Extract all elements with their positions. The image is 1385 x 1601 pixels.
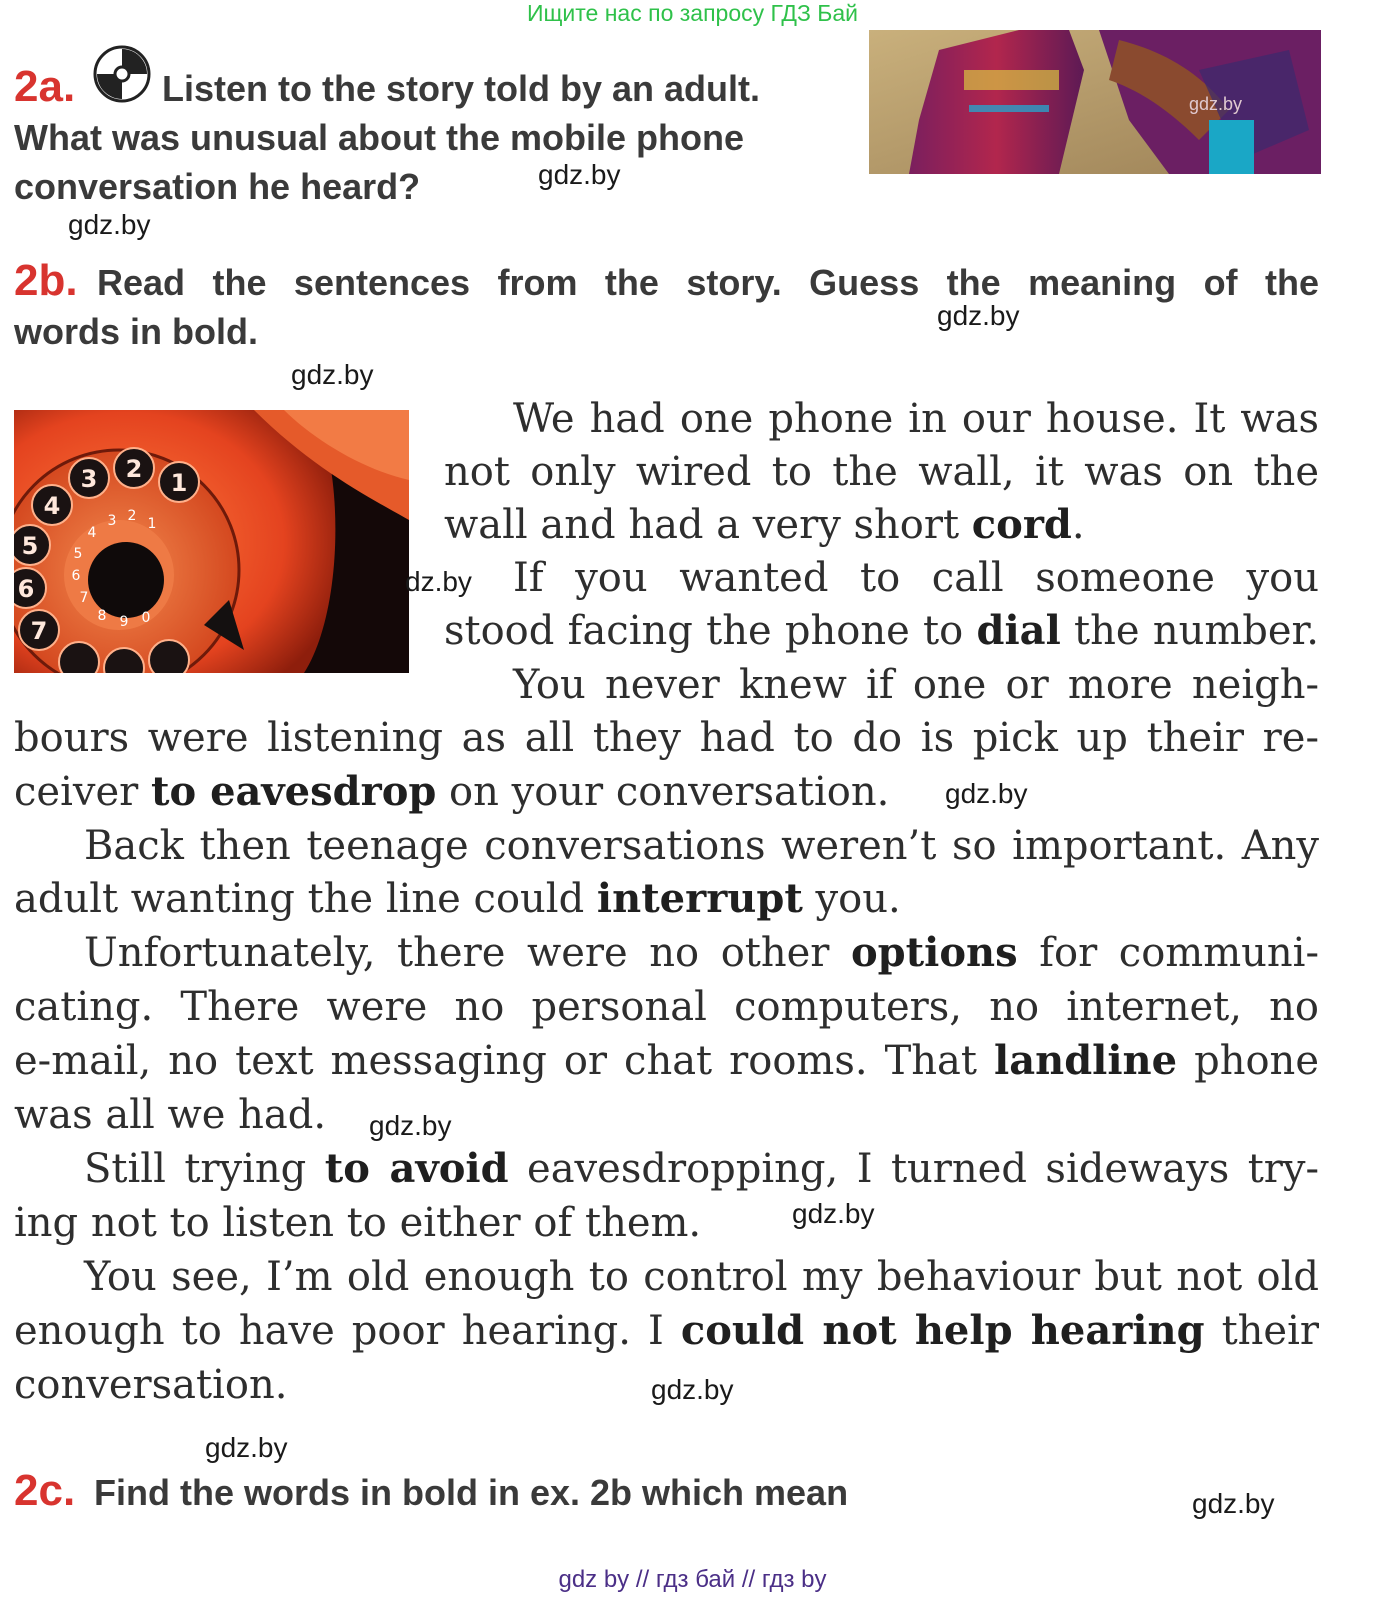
svg-text:6: 6 [71,568,81,584]
story-p5-l4: was all we had. [14,1092,327,1138]
svg-text:7: 7 [79,590,89,606]
photo-people-with-phone [869,30,1321,174]
watermark: gdz.by [792,1198,875,1229]
story-p1-l1: We had one phone in our house. It was [513,396,1319,442]
story-p3-l2: bours were listening as all they had to do is pick up their re- [14,715,1319,761]
story-p3-l3: ceiver to eavesdrop on your conversation. [14,768,890,815]
cd-icon[interactable] [93,45,151,103]
story-p6-l2: ing not to listen to either of them. [14,1200,702,1246]
watermark: gdz.by [937,300,1020,331]
watermark: gdz.by [538,159,621,190]
story-p7-l2: enough to have poor hearing. I could not help hearing their [14,1307,1320,1354]
bold-word-cord: cord [971,501,1072,548]
photo-watermark: gdz.by [1189,94,1243,114]
watermark: gdz.by [651,1374,734,1405]
ex2a-line3: conversation he heard? [14,166,421,207]
watermark: gdz.by [369,1110,452,1141]
svg-text:3: 3 [107,513,117,529]
story-p6-l1: Still trying to avoid eavesdropping, I turned sideways try- [84,1145,1319,1192]
watermark: gdz.by [945,778,1028,809]
svg-text:5: 5 [21,532,39,560]
photo-rotary-phone [14,410,409,673]
svg-text:2: 2 [125,455,143,483]
svg-text:8: 8 [97,608,107,624]
bold-word-eavesdrop: to eavesdrop [150,768,437,815]
ex2a-line2: What was unusual about the mobile phone [14,117,745,158]
watermark: gdz.by [291,359,374,390]
story-p5-l2: cating. There were no personal computers, no internet, no [14,984,1319,1030]
bold-word-landline: landline [994,1037,1178,1084]
ex2b-line2: words in bold. [14,311,258,352]
story-p1-l3: wall and had a very short cord. [444,501,1085,548]
story-p1-l2: not only wired to the wall, it was on the [444,449,1319,495]
footer-links[interactable]: gdz by // гдз бай // гдз by [558,1566,827,1593]
bold-word-to-avoid: to avoid [324,1145,509,1192]
watermark: gdz.by [1192,1488,1275,1519]
exercise-number-2a: 2a. [14,62,76,111]
bold-word-dial: dial [976,607,1061,654]
story-p7-l3: conversation. [14,1362,288,1408]
top-banner[interactable]: Ищите нас по запросу ГДЗ Бай [526,0,859,26]
story-p7-l1: You see, I’m old enough to control my behaviour but not old [84,1254,1319,1300]
svg-text:0: 0 [141,610,151,626]
ex2b-line1: Read the sentences from the story. Guess the meaning of the [97,262,1319,303]
ex2a-line1: Listen to the story told by an adult. [162,68,761,109]
svg-text:3: 3 [80,465,98,493]
watermark: gdz.by [68,209,151,240]
svg-text:1: 1 [147,516,157,532]
bold-word-options: options [851,929,1018,976]
svg-text:7: 7 [30,617,48,645]
svg-text:4: 4 [87,525,97,541]
bold-word-could-not-help-hearing: could not help hearing [680,1307,1205,1354]
watermark-partial: dz.by [405,566,472,597]
story-p2-l2: stood facing the phone to dial the number. [444,607,1320,654]
svg-text:9: 9 [119,614,129,630]
svg-text:4: 4 [43,492,61,520]
story-p3-l1: You never knew if one or more neigh- [513,662,1319,708]
watermark: gdz.by [205,1432,288,1463]
svg-text:6: 6 [17,575,35,603]
svg-text:5: 5 [73,546,83,562]
svg-text:2: 2 [127,508,137,524]
ex2c-text: Find the words in bold in ex. 2b which mean [94,1472,849,1513]
story-p2-l1: If you wanted to call someone you [513,555,1319,601]
story-p4-l1: Back then teenage conversations weren’t so important. Any [84,823,1319,869]
exercise-number-2b: 2b. [14,256,78,305]
story-p4-l2: adult wanting the line could interrupt you. [14,875,901,922]
svg-text:1: 1 [170,469,188,497]
bold-word-interrupt: interrupt [596,875,803,922]
story-p5-l3: e-mail, no text messaging or chat rooms. That landline phone [14,1037,1319,1084]
story-p5-l1: Unfortunately, there were no other options for communi- [84,929,1319,976]
exercise-number-2c: 2c. [14,1466,76,1515]
